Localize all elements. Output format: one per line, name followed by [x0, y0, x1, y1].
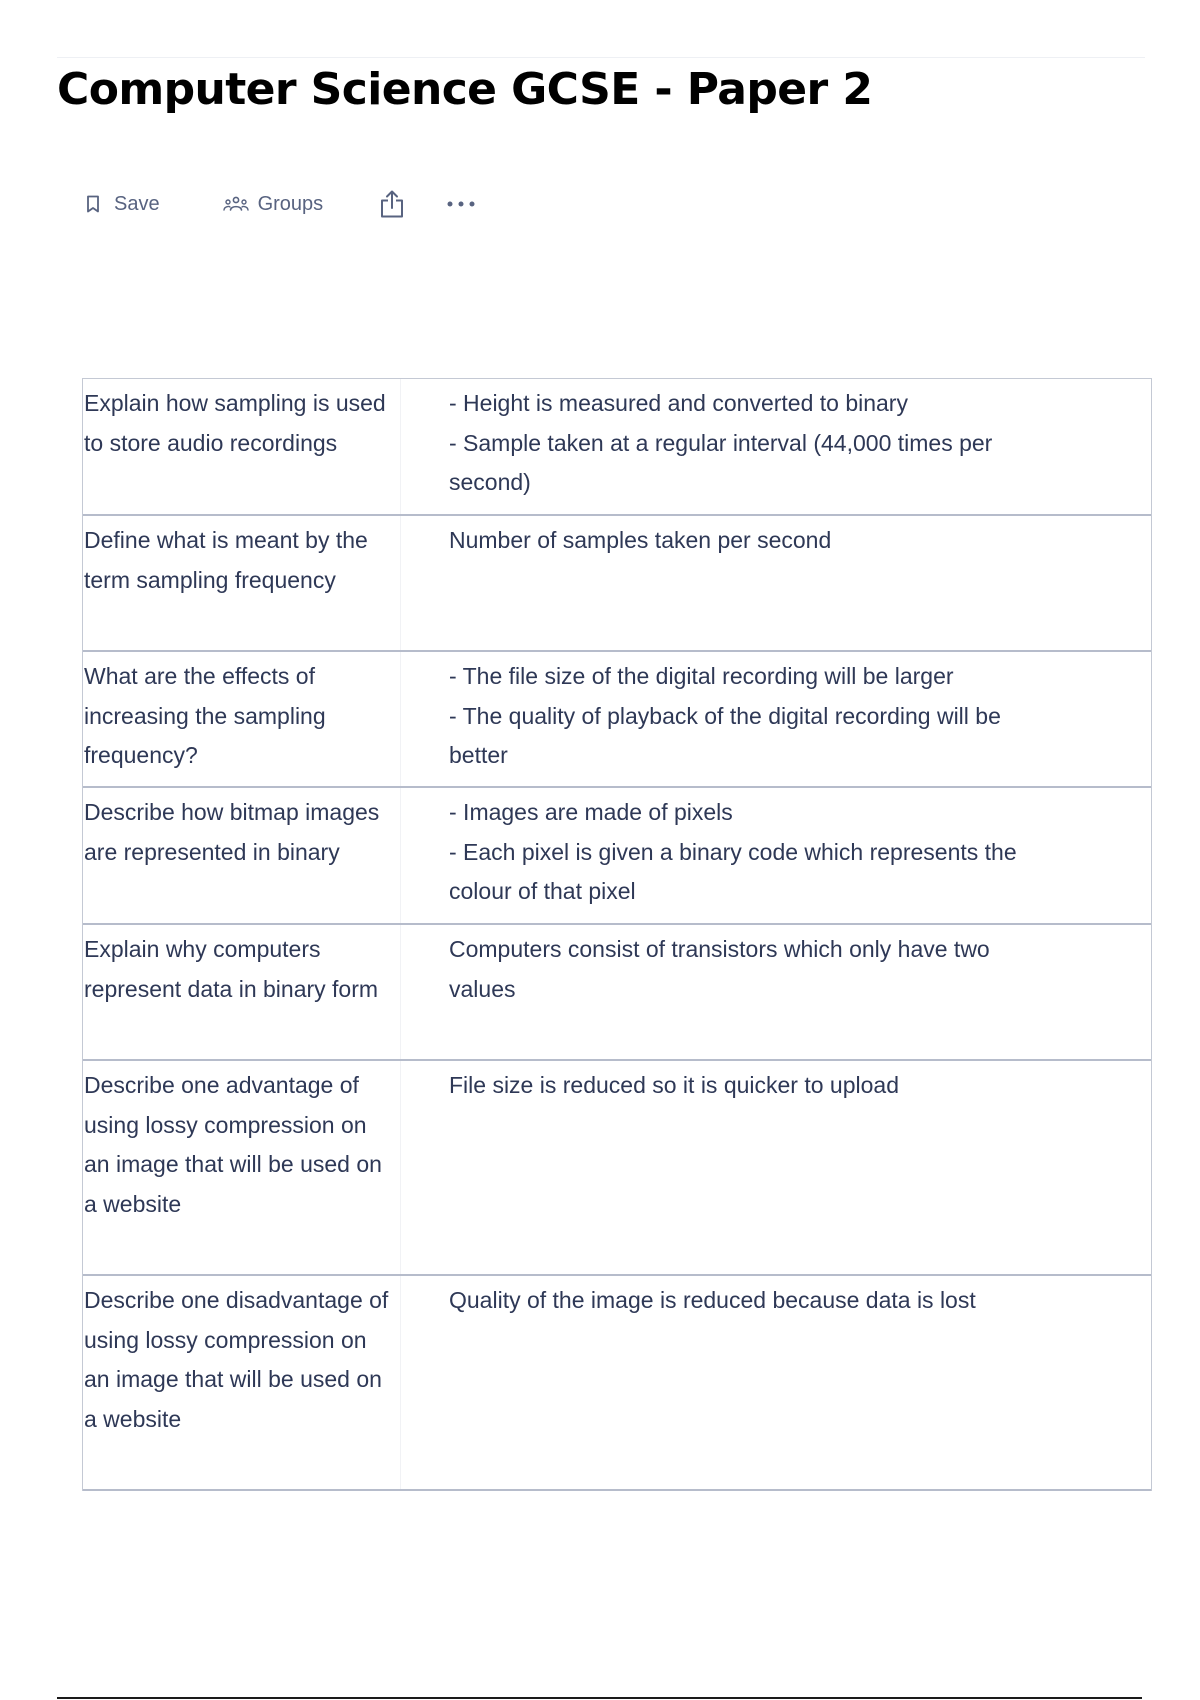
- share-icon: [379, 189, 405, 219]
- definition-cell: [401, 1276, 1151, 1489]
- table-row: [83, 652, 1151, 788]
- more-options-button[interactable]: [446, 186, 476, 222]
- table-row: [83, 925, 1151, 1061]
- share-button[interactable]: [379, 186, 405, 222]
- definition-cell: [401, 516, 1151, 650]
- definition-line: File size is reduced so it is quicker to upload: [449, 1072, 899, 1098]
- term-cell: Explain how sampling is used to store audio recordings: [83, 379, 401, 514]
- bottom-divider: [57, 1697, 1142, 1699]
- definition-cell: [401, 379, 1151, 514]
- more-dots-icon: [446, 200, 476, 208]
- flashcard-table: [82, 378, 1152, 1491]
- term-cell: Describe how bitmap images are represented in binary: [83, 788, 401, 923]
- definition-cell: [401, 1061, 1151, 1274]
- definition-cell: [401, 652, 1151, 786]
- definition-line: - The quality of playback of the digital recording will be better: [449, 702, 1001, 768]
- definition-line: - Sample taken at a regular interval (44,000 times per second): [449, 429, 993, 495]
- term-cell: Explain why computers represent data in binary form: [83, 925, 401, 1059]
- definition-line: Quality of the image is reduced because data is lost: [449, 1287, 976, 1313]
- definition-cell: [401, 925, 1151, 1059]
- table-row: [83, 516, 1151, 652]
- definition-line: - Each pixel is given a binary code which represents the colour of that pixel: [449, 838, 1017, 904]
- table-row: [83, 1276, 1151, 1491]
- groups-button[interactable]: [223, 186, 324, 222]
- groups-icon: [223, 196, 249, 212]
- term-cell: What are the effects of increasing the sampling frequency?: [83, 652, 401, 786]
- definition-line: Number of samples taken per second: [449, 527, 832, 553]
- term-cell: Describe one disadvantage of using lossy compression on an image that will be used on a website: [83, 1276, 401, 1489]
- definition-line: - Height is measured and converted to binary: [449, 390, 908, 416]
- groups-label: Groups: [257, 192, 324, 215]
- save-button[interactable]: [86, 186, 160, 222]
- table-row: [83, 379, 1151, 516]
- term-cell: Describe one advantage of using lossy compression on an image that will be used on a website: [83, 1061, 401, 1274]
- page-title: Computer Science GCSE - Paper 2: [57, 64, 873, 115]
- definition-line: Computers consist of transistors which only have two values: [449, 936, 990, 1002]
- definition-line: - Images are made of pixels: [449, 799, 733, 825]
- definition-cell: [401, 788, 1151, 923]
- table-row: [83, 1061, 1151, 1276]
- definition-line: - The file size of the digital recording will be larger: [449, 663, 954, 689]
- table-row: [83, 788, 1151, 925]
- save-label: Save: [114, 192, 160, 215]
- toolbar: [86, 186, 476, 222]
- bookmark-icon: [86, 195, 100, 213]
- term-cell: Define what is meant by the term sampling frequency: [83, 516, 401, 650]
